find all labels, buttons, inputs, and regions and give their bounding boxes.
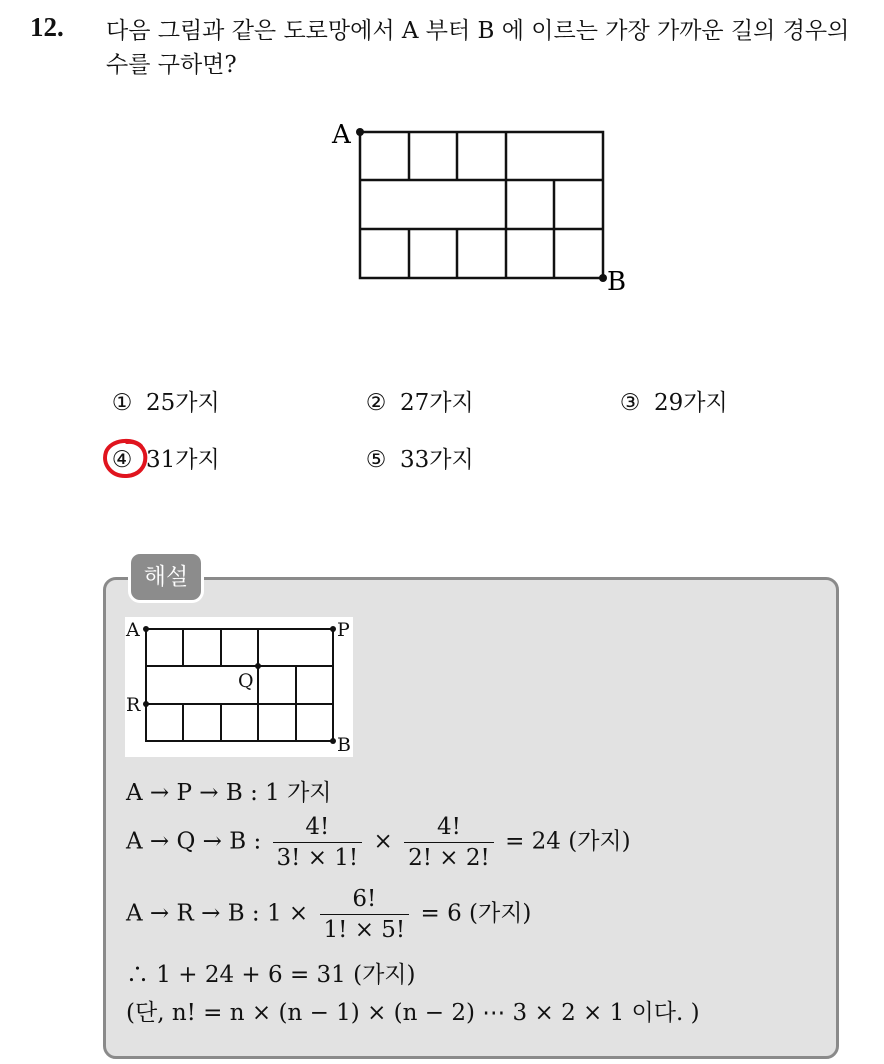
label-a: A — [332, 120, 351, 150]
line2-f1-num: 4! — [273, 814, 363, 843]
sol-label-q: Q — [238, 670, 254, 692]
choice-3-text: 29가지 — [654, 390, 728, 416]
sol-label-b: B — [337, 734, 351, 756]
solution-line-4: ∴ 1 + 24 + 6 = 31 (가지) — [126, 962, 416, 988]
sol-label-p: P — [337, 619, 350, 641]
choice-2-mark: ② — [365, 390, 387, 416]
line2-fraction-1 — [273, 814, 363, 871]
line3-prefix: A → R → B : 1 × — [126, 900, 309, 927]
answer-circle-mark — [101, 436, 153, 482]
point-a — [356, 128, 364, 136]
line2-prefix: A → Q → B : — [126, 828, 262, 855]
choice-1-text: 25가지 — [146, 390, 220, 416]
choice-4-text: 31가지 — [146, 447, 220, 473]
line2-suffix: = 24 (가지) — [505, 828, 631, 855]
road-network-figure — [325, 112, 645, 302]
solution-line-5: (단, n! = n × (n − 1) × (n − 2) ⋯ 3 × 2 × 1 이다. ) — [126, 1000, 700, 1026]
choice-2[interactable] — [362, 384, 474, 417]
choice-1-mark: ① — [111, 390, 133, 416]
line3-fraction — [320, 886, 410, 943]
line2-f2-den: 2! × 2! — [408, 845, 490, 871]
choice-2-text: 27가지 — [400, 390, 474, 416]
question-text: 다음 그림과 같은 도로망에서 A 부터 B 에 이르는 가장 가까운 길의 경우의 수를 구하면? — [106, 18, 850, 78]
line2-f2-num: 4! — [404, 814, 494, 843]
line3-den: 1! × 5! — [323, 917, 406, 943]
sol-label-r: R — [126, 694, 141, 716]
line2-f1-den: 3! × 1! — [276, 845, 359, 871]
line2-times: × — [373, 828, 393, 855]
choice-5[interactable] — [362, 441, 474, 474]
question-number: 12. — [30, 12, 64, 42]
solution-figure — [125, 617, 353, 757]
choice-3[interactable] — [616, 384, 728, 417]
sol-label-a: A — [126, 619, 140, 641]
line3-num: 6! — [320, 886, 410, 915]
solution-line-3 — [126, 886, 531, 943]
point-b — [599, 274, 607, 282]
solution-line-1: A → P → B : 1 가지 — [126, 780, 332, 806]
choice-5-text: 33가지 — [400, 447, 474, 473]
choice-5-mark: ⑤ — [365, 447, 387, 473]
label-b: B — [607, 267, 627, 297]
choice-1[interactable] — [108, 384, 220, 417]
line2-fraction-2 — [404, 814, 494, 871]
choice-3-mark: ③ — [619, 390, 641, 416]
solution-line-2 — [126, 814, 631, 871]
choice-4-mark: ④ — [111, 447, 133, 473]
line3-suffix: = 6 (가지) — [420, 900, 532, 927]
solution-tag: 해설 — [128, 551, 204, 603]
